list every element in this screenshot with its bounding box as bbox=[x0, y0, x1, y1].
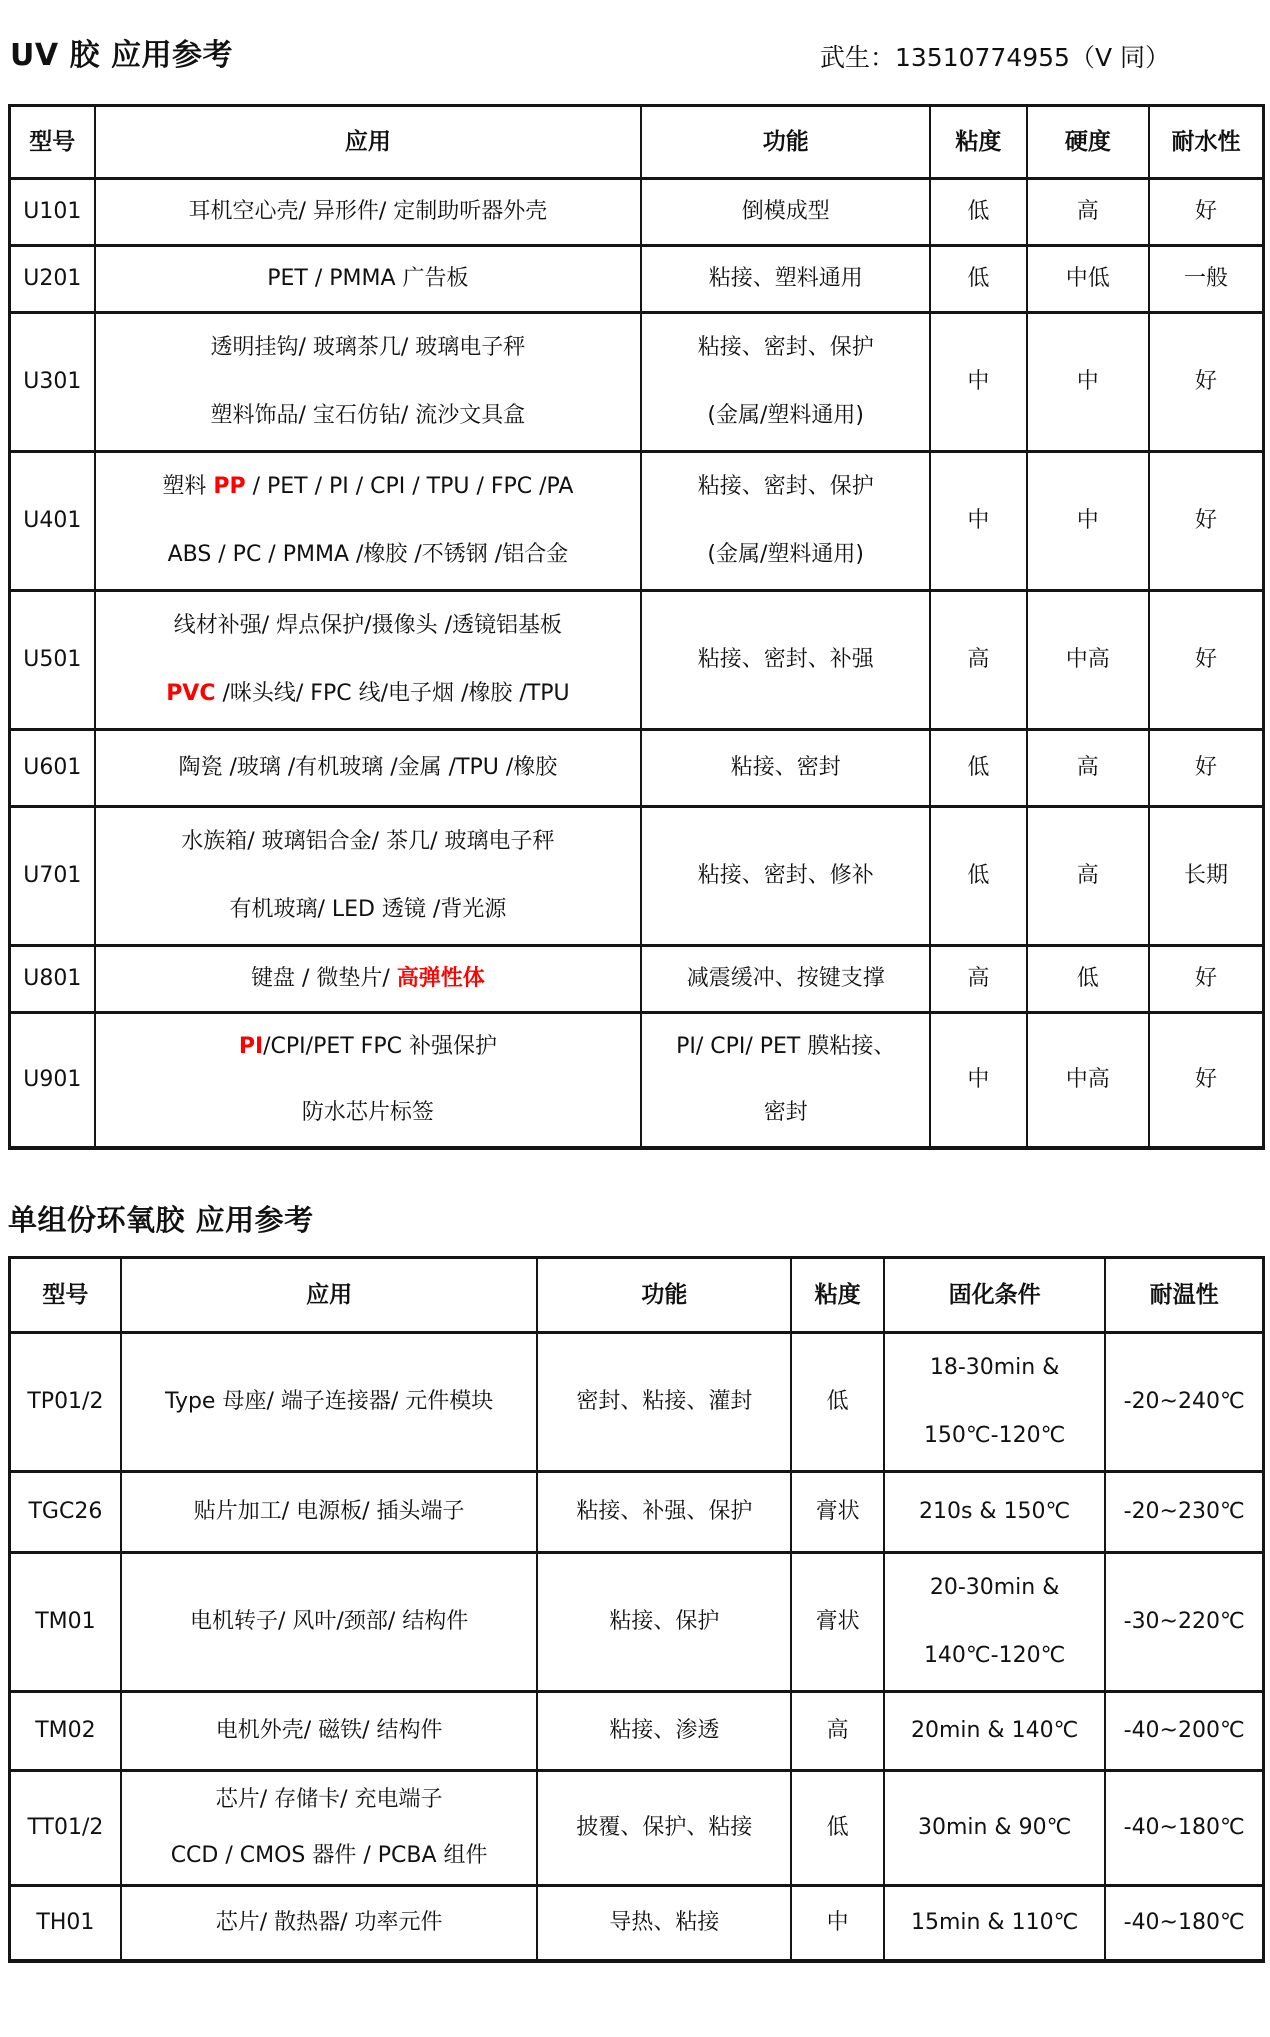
cell-line: 粘接、保护 bbox=[609, 1609, 720, 1635]
header-label: 功能 bbox=[641, 1281, 688, 1308]
cell-line: 15min & 110℃ bbox=[910, 1910, 1079, 1936]
cell-line: 一般 bbox=[1184, 266, 1229, 292]
header-model bbox=[11, 1259, 120, 1331]
model-cell bbox=[11, 1772, 120, 1884]
red-highlight: PI bbox=[238, 1034, 264, 1060]
cell-line: ABS / PC / PMMA /橡胶 /不锈钢 /铝合金 bbox=[167, 542, 569, 568]
temperature-resistance-cell bbox=[1104, 1554, 1262, 1690]
header-viscosity bbox=[929, 107, 1025, 177]
function-cell bbox=[536, 1887, 790, 1959]
cell-line: 粘接、密封 bbox=[730, 755, 841, 781]
cell-line: U701 bbox=[23, 863, 82, 889]
cell-line: -20~230℃ bbox=[1123, 1499, 1245, 1525]
function-cell bbox=[640, 808, 929, 944]
water-resistance-cell bbox=[1148, 247, 1262, 311]
cell-line: 密封、粘接、灌封 bbox=[576, 1389, 753, 1415]
hardness-cell bbox=[1026, 314, 1149, 450]
function-cell bbox=[640, 314, 929, 450]
hardness-cell bbox=[1026, 947, 1149, 1011]
cell-line: 粘接、密封、修补 bbox=[697, 863, 874, 889]
cell-line: 低 bbox=[967, 199, 990, 225]
table-header-row bbox=[11, 107, 1262, 177]
viscosity-cell bbox=[929, 314, 1025, 450]
water-resistance-cell bbox=[1148, 453, 1262, 589]
table-row bbox=[11, 177, 1262, 244]
model-cell bbox=[11, 947, 94, 1011]
cell-line: 键盘 / 微垫片/ 高弹性体 bbox=[250, 966, 485, 992]
cell-line: PET / PMMA 广告板 bbox=[267, 266, 469, 292]
cure-condition-cell bbox=[883, 1554, 1104, 1690]
cell-line: 210s & 150℃ bbox=[918, 1499, 1071, 1525]
temperature-resistance-cell bbox=[1104, 1887, 1262, 1959]
cell-line: 线材补强/ 焊点保护/摄像头 /透镜铝基板 bbox=[173, 613, 563, 639]
epoxy-glue-section-title: 单组份环氧胶 应用参考 bbox=[8, 1203, 314, 1237]
header-model bbox=[11, 107, 94, 177]
cell-line: 粘接、塑料通用 bbox=[708, 266, 863, 292]
contact-info: 武生：13510774955（V 同） bbox=[819, 43, 1170, 72]
cure-condition-cell bbox=[883, 1693, 1104, 1769]
viscosity-cell bbox=[929, 731, 1025, 805]
model-cell bbox=[11, 180, 94, 244]
table-header-row bbox=[11, 1259, 1262, 1331]
table-row bbox=[11, 311, 1262, 450]
application-cell bbox=[120, 1887, 537, 1959]
cell-line: TGC26 bbox=[28, 1499, 103, 1525]
cell-line: 粘接、密封、保护 bbox=[697, 335, 874, 361]
function-cell bbox=[640, 1014, 929, 1146]
header-cure-condition bbox=[883, 1259, 1104, 1331]
table-row bbox=[11, 1551, 1262, 1690]
cell-line: 高 bbox=[826, 1718, 849, 1744]
header-label: 耐温性 bbox=[1149, 1281, 1219, 1308]
cell-line: 长期 bbox=[1184, 863, 1229, 889]
cell-line: 好 bbox=[1195, 647, 1218, 673]
function-cell bbox=[640, 947, 929, 1011]
cell-line: CCD / CMOS 器件 / PCBA 组件 bbox=[170, 1843, 488, 1869]
header-function bbox=[536, 1259, 790, 1331]
cell-line: (金属/塑料通用) bbox=[707, 403, 865, 429]
cell-line: 低 bbox=[826, 1815, 849, 1841]
cell-line: 粘接、渗透 bbox=[609, 1718, 720, 1744]
cell-line: 粘接、密封、补强 bbox=[697, 647, 874, 673]
application-cell bbox=[94, 808, 641, 944]
cell-line: 中 bbox=[967, 369, 990, 395]
cell-line: 好 bbox=[1195, 1067, 1218, 1093]
cell-line: 中 bbox=[1076, 508, 1099, 534]
cell-line: TH01 bbox=[36, 1910, 95, 1936]
table-row bbox=[11, 244, 1262, 311]
cell-line: TT01/2 bbox=[27, 1815, 104, 1841]
cell-line: -30~220℃ bbox=[1123, 1609, 1245, 1635]
cell-line: 塑料 PP / PET / PI / CPI / TPU / FPC /PA bbox=[162, 474, 574, 500]
header-label: 功能 bbox=[762, 128, 809, 155]
table-row bbox=[11, 728, 1262, 805]
application-cell bbox=[94, 314, 641, 450]
hardness-cell bbox=[1026, 808, 1149, 944]
cell-line: 中高 bbox=[1065, 1067, 1110, 1093]
cell-line: U301 bbox=[23, 369, 82, 395]
cell-line: 水族箱/ 玻璃铝合金/ 茶几/ 玻璃电子秤 bbox=[181, 829, 555, 855]
cell-line: TM01 bbox=[35, 1609, 96, 1635]
red-highlight: PP bbox=[213, 474, 246, 500]
cell-line: 耳机空心壳/ 异形件/ 定制助听器外壳 bbox=[188, 199, 548, 225]
cell-line: -40~180℃ bbox=[1123, 1815, 1245, 1841]
cell-line: 中低 bbox=[1065, 266, 1110, 292]
cure-condition-cell bbox=[883, 1473, 1104, 1551]
cell-line: U801 bbox=[23, 966, 82, 992]
temperature-resistance-cell bbox=[1104, 1693, 1262, 1769]
table-row bbox=[11, 1690, 1262, 1769]
cell-line: 塑料饰品/ 宝石仿钻/ 流沙文具盒 bbox=[210, 403, 526, 429]
table-row bbox=[11, 450, 1262, 589]
cell-line: 中 bbox=[826, 1910, 849, 1936]
cell-line: 透明挂钩/ 玻璃茶几/ 玻璃电子秤 bbox=[210, 335, 526, 361]
viscosity-cell bbox=[790, 1334, 883, 1470]
cell-line: 高 bbox=[967, 647, 990, 673]
cell-line: (金属/塑料通用) bbox=[707, 542, 865, 568]
red-highlight: PVC bbox=[166, 681, 216, 707]
cell-line: 好 bbox=[1195, 755, 1218, 781]
model-cell bbox=[11, 1693, 120, 1769]
cell-line: 20min & 140℃ bbox=[910, 1718, 1079, 1744]
model-cell bbox=[11, 1887, 120, 1959]
cell-line: TP01/2 bbox=[27, 1389, 104, 1415]
cell-line: 高 bbox=[967, 966, 990, 992]
viscosity-cell bbox=[790, 1554, 883, 1690]
cell-line: Type 母座/ 端子连接器/ 元件模块 bbox=[164, 1389, 494, 1415]
header-label: 固化条件 bbox=[948, 1281, 1041, 1308]
table-row bbox=[11, 1011, 1262, 1146]
cell-line: PI/ CPI/ PET 膜粘接、 bbox=[676, 1034, 896, 1060]
viscosity-cell bbox=[929, 453, 1025, 589]
model-cell bbox=[11, 592, 94, 728]
function-cell bbox=[640, 592, 929, 728]
function-cell bbox=[536, 1473, 790, 1551]
cell-line: 披覆、保护、粘接 bbox=[576, 1815, 753, 1841]
cell-line: 高 bbox=[1076, 863, 1099, 889]
application-cell bbox=[94, 1014, 641, 1146]
cell-line: 芯片/ 散热器/ 功率元件 bbox=[215, 1910, 443, 1936]
header-water-resistance bbox=[1148, 107, 1262, 177]
uv-glue-table bbox=[8, 104, 1265, 1150]
cell-line: 导热、粘接 bbox=[609, 1910, 720, 1936]
function-cell bbox=[536, 1772, 790, 1884]
water-resistance-cell bbox=[1148, 592, 1262, 728]
header-label: 型号 bbox=[42, 1281, 89, 1308]
hardness-cell bbox=[1026, 1014, 1149, 1146]
water-resistance-cell bbox=[1148, 731, 1262, 805]
water-resistance-cell bbox=[1148, 314, 1262, 450]
application-cell bbox=[120, 1334, 537, 1470]
table-row bbox=[11, 1769, 1262, 1884]
model-cell bbox=[11, 1014, 94, 1146]
table-row bbox=[11, 1884, 1262, 1959]
cell-line: 好 bbox=[1195, 508, 1218, 534]
temperature-resistance-cell bbox=[1104, 1473, 1262, 1551]
cell-line: 有机玻璃/ LED 透镜 /背光源 bbox=[229, 897, 507, 923]
model-cell bbox=[11, 453, 94, 589]
cell-line: TM02 bbox=[35, 1718, 96, 1744]
header-label: 应用 bbox=[344, 128, 391, 155]
header-application bbox=[94, 107, 641, 177]
cell-line: 低 bbox=[967, 863, 990, 889]
cure-condition-cell bbox=[883, 1772, 1104, 1884]
cell-line: 高 bbox=[1076, 755, 1099, 781]
cell-line: 中 bbox=[1076, 369, 1099, 395]
cell-line: 低 bbox=[826, 1389, 849, 1415]
application-cell bbox=[94, 592, 641, 728]
viscosity-cell bbox=[929, 808, 1025, 944]
model-cell bbox=[11, 314, 94, 450]
viscosity-cell bbox=[929, 1014, 1025, 1146]
cell-line: 陶瓷 /玻璃 /有机玻璃 /金属 /TPU /橡胶 bbox=[178, 755, 558, 781]
cell-line: 中 bbox=[967, 508, 990, 534]
header-label: 耐水性 bbox=[1171, 128, 1241, 155]
cell-line: 电机外壳/ 磁铁/ 结构件 bbox=[215, 1718, 443, 1744]
function-cell bbox=[640, 731, 929, 805]
cell-line: 密封 bbox=[763, 1100, 808, 1126]
function-cell bbox=[640, 247, 929, 311]
table-row bbox=[11, 805, 1262, 944]
application-cell bbox=[94, 180, 641, 244]
cell-line: U201 bbox=[23, 266, 82, 292]
cell-line: 粘接、密封、保护 bbox=[697, 474, 874, 500]
model-cell bbox=[11, 731, 94, 805]
cell-line: -40~200℃ bbox=[1123, 1718, 1245, 1744]
application-cell bbox=[120, 1554, 537, 1690]
cell-line: 粘接、补强、保护 bbox=[576, 1499, 753, 1525]
cell-line: 30min & 90℃ bbox=[917, 1815, 1072, 1841]
cell-line: 低 bbox=[1076, 966, 1099, 992]
cell-line: 电机转子/ 风叶/颈部/ 结构件 bbox=[190, 1609, 469, 1635]
viscosity-cell bbox=[929, 947, 1025, 1011]
red-highlight: 高弹性体 bbox=[396, 966, 485, 992]
cell-line: U401 bbox=[23, 508, 82, 534]
water-resistance-cell bbox=[1148, 180, 1262, 244]
cell-line: U901 bbox=[23, 1067, 82, 1093]
model-cell bbox=[11, 1554, 120, 1690]
water-resistance-cell bbox=[1148, 947, 1262, 1011]
viscosity-cell bbox=[929, 247, 1025, 311]
header-application bbox=[120, 1259, 537, 1331]
water-resistance-cell bbox=[1148, 808, 1262, 944]
viscosity-cell bbox=[790, 1693, 883, 1769]
function-cell bbox=[536, 1693, 790, 1769]
application-cell bbox=[120, 1473, 537, 1551]
cell-line: 150℃-120℃ bbox=[923, 1423, 1066, 1449]
header-label: 型号 bbox=[29, 128, 76, 155]
model-cell bbox=[11, 1334, 120, 1470]
header-label: 硬度 bbox=[1064, 128, 1111, 155]
water-resistance-cell bbox=[1148, 1014, 1262, 1146]
cell-line: 20-30min & bbox=[929, 1575, 1060, 1601]
cell-line: 好 bbox=[1195, 966, 1218, 992]
application-cell bbox=[94, 731, 641, 805]
function-cell bbox=[640, 180, 929, 244]
header-function bbox=[640, 107, 929, 177]
application-cell bbox=[94, 453, 641, 589]
header-label: 粘度 bbox=[814, 1281, 861, 1308]
cure-condition-cell bbox=[883, 1887, 1104, 1959]
header-label: 粘度 bbox=[955, 128, 1002, 155]
cell-line: 减震缓冲、按键支撑 bbox=[686, 966, 885, 992]
viscosity-cell bbox=[929, 180, 1025, 244]
model-cell bbox=[11, 247, 94, 311]
cure-condition-cell bbox=[883, 1334, 1104, 1470]
cell-line: 18-30min & bbox=[929, 1355, 1060, 1381]
cell-line: U601 bbox=[23, 755, 82, 781]
cell-line: 膏状 bbox=[815, 1609, 860, 1635]
cell-line: -20~240℃ bbox=[1123, 1389, 1245, 1415]
cell-line: 140℃-120℃ bbox=[923, 1643, 1066, 1669]
cell-line: U101 bbox=[23, 199, 82, 225]
temperature-resistance-cell bbox=[1104, 1772, 1262, 1884]
application-cell bbox=[94, 247, 641, 311]
hardness-cell bbox=[1026, 592, 1149, 728]
header-viscosity bbox=[790, 1259, 883, 1331]
cell-line: 中 bbox=[967, 1067, 990, 1093]
function-cell bbox=[640, 453, 929, 589]
table-row bbox=[11, 589, 1262, 728]
model-cell bbox=[11, 1473, 120, 1551]
header-label: 应用 bbox=[306, 1281, 353, 1308]
viscosity-cell bbox=[790, 1887, 883, 1959]
application-cell bbox=[120, 1772, 537, 1884]
cell-line: 膏状 bbox=[815, 1499, 860, 1525]
uv-glue-section-title: UV 胶 应用参考 bbox=[10, 38, 233, 73]
hardness-cell bbox=[1026, 180, 1149, 244]
application-cell bbox=[94, 947, 641, 1011]
cell-line: 贴片加工/ 电源板/ 插头端子 bbox=[193, 1499, 465, 1525]
cell-line: 芯片/ 存储卡/ 充电端子 bbox=[215, 1787, 443, 1813]
header-temperature-resistance bbox=[1104, 1259, 1262, 1331]
viscosity-cell bbox=[929, 592, 1025, 728]
cell-line: 高 bbox=[1076, 199, 1099, 225]
table-row bbox=[11, 944, 1262, 1011]
cell-line: 中高 bbox=[1065, 647, 1110, 673]
header-hardness bbox=[1026, 107, 1149, 177]
hardness-cell bbox=[1026, 453, 1149, 589]
cell-line: U501 bbox=[23, 647, 82, 673]
cell-line: -40~180℃ bbox=[1123, 1910, 1245, 1936]
cell-line: 防水芯片标签 bbox=[301, 1100, 434, 1126]
function-cell bbox=[536, 1334, 790, 1470]
cell-line: PVC /咪头线/ FPC 线/电子烟 /橡胶 /TPU bbox=[166, 681, 570, 707]
epoxy-glue-table bbox=[8, 1256, 1265, 1963]
temperature-resistance-cell bbox=[1104, 1334, 1262, 1470]
cell-line: 好 bbox=[1195, 369, 1218, 395]
table-row bbox=[11, 1470, 1262, 1551]
cell-line: 低 bbox=[967, 755, 990, 781]
hardness-cell bbox=[1026, 731, 1149, 805]
cell-line: 好 bbox=[1195, 199, 1218, 225]
function-cell bbox=[536, 1554, 790, 1690]
cell-line: PI/CPI/PET FPC 补强保护 bbox=[238, 1034, 497, 1060]
application-cell bbox=[120, 1693, 537, 1769]
viscosity-cell bbox=[790, 1473, 883, 1551]
cell-line: 低 bbox=[967, 266, 990, 292]
viscosity-cell bbox=[790, 1772, 883, 1884]
table-row bbox=[11, 1331, 1262, 1470]
cell-line: 倒模成型 bbox=[741, 199, 830, 225]
hardness-cell bbox=[1026, 247, 1149, 311]
model-cell bbox=[11, 808, 94, 944]
